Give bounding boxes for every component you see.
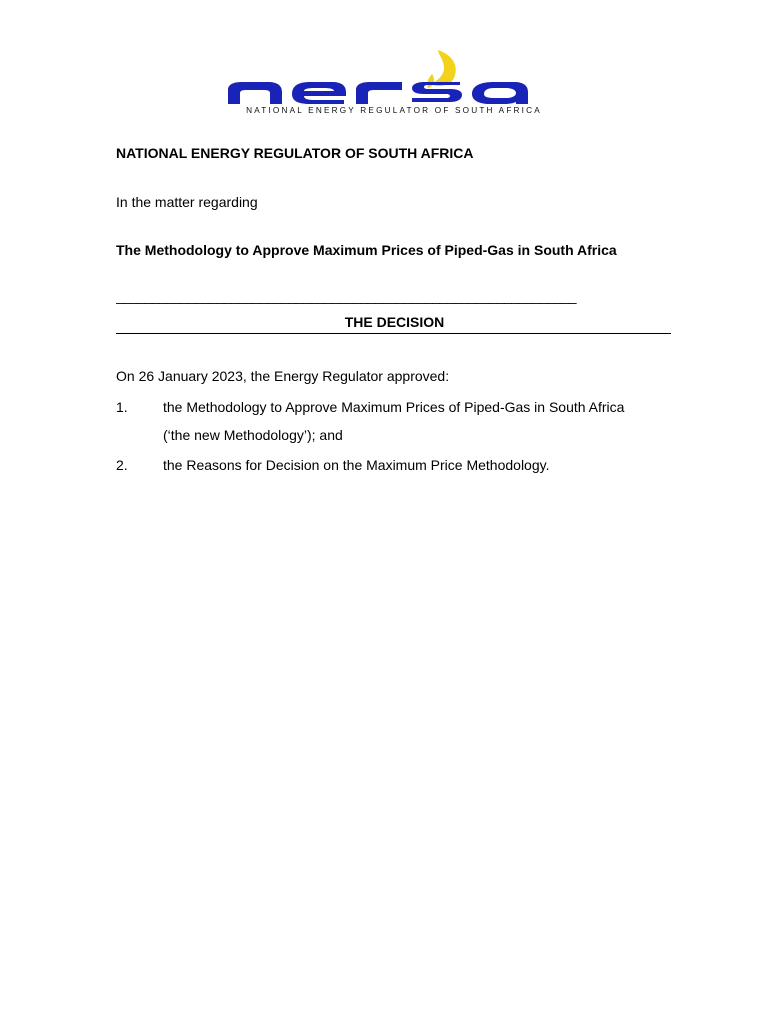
horizontal-rule	[116, 333, 671, 334]
list-item-number: 1.	[116, 399, 128, 415]
list-item-text	[163, 393, 676, 449]
subject-title: The Methodology to Approve Maximum Prices of Piped-Gas in South Africa	[116, 242, 617, 258]
decision-title: THE DECISION	[344, 314, 445, 330]
list-item-line: (‘the new Methodology’); and	[163, 427, 343, 443]
list-item-line: the Methodology to Approve Maximum Prices of Piped-Gas in South Africa	[163, 399, 625, 415]
separator-line: ________________________________________________________________	[116, 288, 576, 304]
nersa-logo	[224, 44, 564, 120]
list-item-text	[163, 451, 676, 479]
list-item-number: 2.	[116, 457, 128, 473]
intro-paragraph: On 26 January 2023, the Energy Regulator approved:	[116, 368, 450, 384]
list-item-line: the Reasons for Decision on the Maximum Price Methodology.	[163, 457, 550, 473]
matter-line: In the matter regarding	[116, 194, 258, 210]
document-heading: NATIONAL ENERGY REGULATOR OF SOUTH AFRICA	[116, 145, 474, 161]
logo-tagline: NATIONAL ENERGY REGULATOR OF SOUTH AFRICA	[246, 106, 542, 115]
